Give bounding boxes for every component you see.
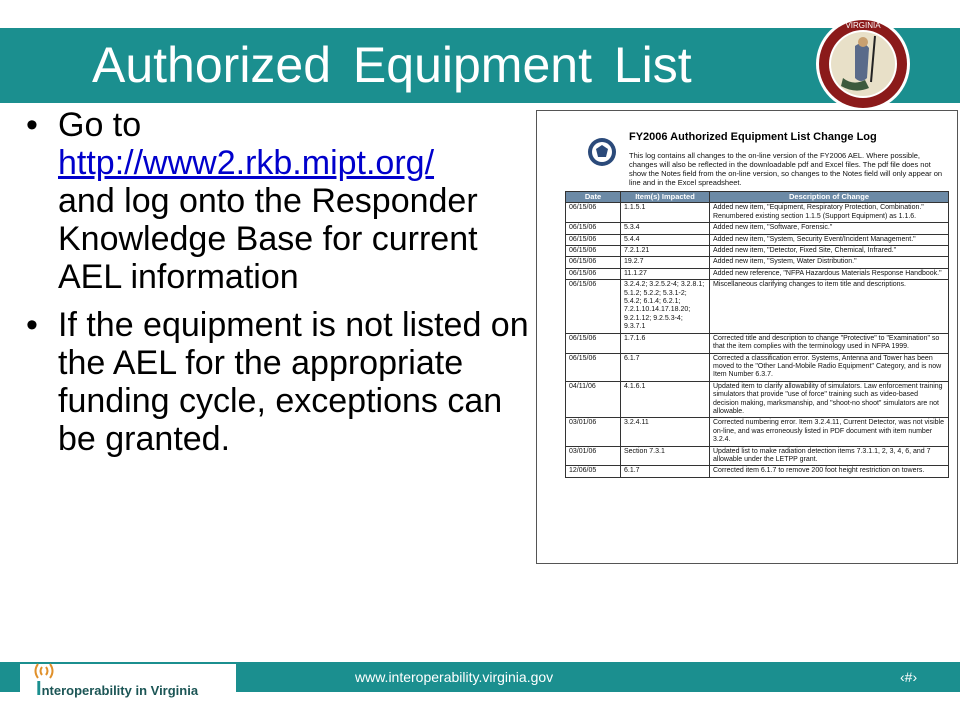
table-cell: Updated list to make radiation detection items 7.3.1.1, 2, 3, 4, 6, and 7 allowable under the LETPP grant. [710, 446, 949, 466]
table-cell: 4.1.6.1 [621, 381, 710, 418]
bullet-item [20, 306, 540, 458]
table-cell: 06/15/06 [566, 223, 621, 234]
table-cell: 3.2.4.2; 3.2.5.2-4; 3.2.8.1; 5.1.2; 5.2.2; 5.3.1-2; 5.4.2; 6.1.4; 6.2.1; 7.2.1.10.14.17.18.20; 9.2.1.12; 9.2.5.3-4; 9.3.7.1 [621, 280, 710, 333]
table-row [566, 353, 949, 381]
seal-text: VIRGINIA [845, 21, 881, 30]
table-cell: 06/15/06 [566, 257, 621, 268]
table-row [566, 234, 949, 245]
slide-title: Authorized Equipment List [92, 37, 692, 93]
table-cell: Miscellaneous clarifying changes to item title and descriptions. [710, 280, 949, 333]
table-cell: Added new item, "System, Water Distribution." [710, 257, 949, 268]
table-cell: 03/01/06 [566, 418, 621, 446]
table-cell: 06/15/06 [566, 353, 621, 381]
table-cell: 04/11/06 [566, 381, 621, 418]
table-cell: 06/15/06 [566, 203, 621, 223]
table-cell: 6.1.7 [621, 353, 710, 381]
table-cell: 06/15/06 [566, 234, 621, 245]
table-cell: Corrected a classification error. Systems, Antenna and Tower has been moved to the "Other Land-Mobile Radio Equipment" Category, and is now Item Number 6.3.7. [710, 353, 949, 381]
table-cell: 3.2.4.11 [621, 418, 710, 446]
table-cell: Updated item to clarify allowability of simulators. Law enforcement training simulators that provide "use of force" training such as video-based decision making, marksmanship, and "shoot-no shoot" simulators are not allowable. [710, 381, 949, 418]
table-row [566, 381, 949, 418]
table-row [566, 203, 949, 223]
bullet-item [20, 106, 540, 296]
table-cell: 7.2.1.21 [621, 246, 710, 257]
table-cell: Added new item, "Equipment, Respiratory Protection, Combination." Renumbered existing section 1.1.5 (Support Equipment) as 1.1.6. [710, 203, 949, 223]
bullet-text: If the equipment is not listed on the AEL for the appropriate funding cycle, exceptions can be granted. [58, 306, 529, 458]
table-header-row [566, 192, 949, 203]
table-cell: Corrected numbering error. Item 3.2.4.11, Current Detector, was not visible on-line, and was erroneously listed in PDF document with item number 3.2.4. [710, 418, 949, 446]
table-cell: 03/01/06 [566, 446, 621, 466]
table-cell: 06/15/06 [566, 268, 621, 279]
table-cell: Added new item, "Software, Forensic." [710, 223, 949, 234]
change-log-table [565, 191, 949, 478]
table-row [566, 257, 949, 268]
rkb-link[interactable]: http://www2.rkb.mipt.org/ [58, 144, 435, 182]
dhs-seal-icon [587, 137, 617, 167]
table-row [566, 223, 949, 234]
table-cell: Added new reference, "NFPA Hazardous Materials Response Handbook." [710, 268, 949, 279]
table-cell: 5.4.4 [621, 234, 710, 245]
table-cell: 1.1.5.1 [621, 203, 710, 223]
table-cell: 06/15/06 [566, 280, 621, 333]
page-number: ‹#› [900, 669, 918, 685]
table-cell: Corrected item 6.1.7 to remove 200 foot height restriction on towers. [710, 466, 949, 477]
column-header: Date [566, 192, 621, 203]
bullet-list [20, 106, 540, 468]
table-cell: 5.3.4 [621, 223, 710, 234]
table-row [566, 280, 949, 333]
table-cell: 6.1.7 [621, 466, 710, 477]
state-seal-icon [815, 16, 911, 112]
table-cell: 06/15/06 [566, 333, 621, 353]
bullet-icon: • [26, 106, 38, 144]
table-cell: 12/06/05 [566, 466, 621, 477]
table-cell: Added new item, "Detector, Fixed Site, Chemical, Infrared." [710, 246, 949, 257]
table-row [566, 268, 949, 279]
table-row [566, 466, 949, 477]
table-row [566, 418, 949, 446]
table-cell: 1.7.1.6 [621, 333, 710, 353]
column-header: Item(s) Impacted [621, 192, 710, 203]
bullet-icon: • [26, 306, 38, 344]
document-intro: This log contains all changes to the on-line version of the FY2006 AEL. Where possible, changes will also be reflected in the downloadable pdf and Excel files. The pdf file does not show the Notes field from the on-line version, so changes to the Notes field will only appear on line and in the Excel spreadsheet. [629, 151, 943, 187]
bullet-text-post: and log onto the Responder Knowledge Base for current AEL information [58, 182, 478, 296]
table-cell: Section 7.3.1 [621, 446, 710, 466]
document-title: FY2006 Authorized Equipment List Change Log [629, 131, 877, 143]
footer-logo-text [36, 678, 198, 701]
table-cell: 19.2.7 [621, 257, 710, 268]
table-row [566, 333, 949, 353]
table-row [566, 246, 949, 257]
table-row [566, 446, 949, 466]
table-cell: Corrected title and description to change "Protective" to "Examination" so that the item complies with the terminology used in NFPA 1999. [710, 333, 949, 353]
table-cell: Added new item, "System, Security Event/Incident Management." [710, 234, 949, 245]
table-cell: 06/15/06 [566, 246, 621, 257]
footer-url: www.interoperability.virginia.gov [355, 669, 554, 685]
footer-logo-initial: I [36, 678, 42, 700]
change-log-image [536, 110, 958, 564]
bullet-text-pre: Go to [58, 106, 142, 144]
table-cell: 11.1.27 [621, 268, 710, 279]
column-header: Description of Change [710, 192, 949, 203]
footer-logo-text-rest: nteroperability in Virginia [41, 683, 199, 698]
